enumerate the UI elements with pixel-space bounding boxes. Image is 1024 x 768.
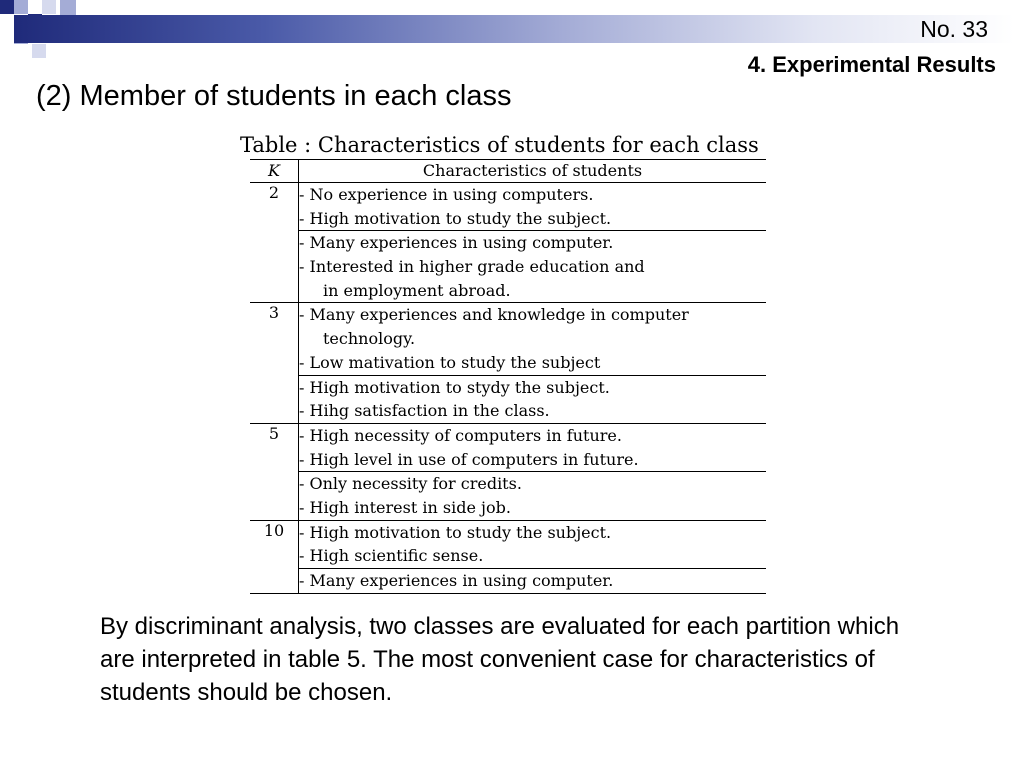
characteristic-line: - High necessity of computers in future. xyxy=(299,425,622,445)
characteristics-cell xyxy=(299,520,767,568)
characteristics-cell xyxy=(299,231,767,303)
characteristic-line: technology. xyxy=(323,329,416,349)
decor-square xyxy=(14,0,28,14)
characteristics-table xyxy=(250,159,766,594)
column-header-k: K xyxy=(250,160,299,183)
characteristic-line: in employment abroad. xyxy=(323,280,511,300)
table-row xyxy=(250,303,766,375)
decor-square xyxy=(60,0,76,16)
characteristic-line: - High motivation to stydy the subject. xyxy=(299,377,610,397)
characteristic-line: - Low mativation to study the subject xyxy=(299,352,601,372)
table-row xyxy=(250,183,766,231)
characteristic-line: - Many experiences in using computer. xyxy=(299,571,614,590)
characteristics-cell xyxy=(299,303,767,375)
characteristics-cell xyxy=(299,472,767,520)
decor-square xyxy=(0,0,14,14)
table-body xyxy=(250,183,766,594)
characteristic-line: - No experience in using computers. xyxy=(299,185,594,204)
table-row xyxy=(250,569,766,594)
k-value-cell: 3 xyxy=(250,303,299,423)
table-caption: Table : Characteristics of students for each class xyxy=(240,133,759,157)
column-header-characteristics: Characteristics of students xyxy=(299,160,767,183)
k-value-cell: 10 xyxy=(250,520,299,593)
body-paragraph: By discriminant analysis, two classes are evaluated for each partition which are interpreted in table 5. The most convenient case for characteristics of students should be chosen. xyxy=(100,613,900,706)
table-row xyxy=(250,472,766,520)
decor-square xyxy=(32,44,46,58)
characteristic-line: - High interest in side job. xyxy=(299,497,511,517)
characteristics-cell xyxy=(299,569,767,594)
characteristic-line: - Many experiences in using computer. xyxy=(299,233,614,253)
characteristic-line: - High level in use of computers in future. xyxy=(299,449,639,469)
table-row xyxy=(250,520,766,568)
table-row xyxy=(250,231,766,303)
header-gradient-bar xyxy=(14,15,1014,43)
characteristics-table-wrap xyxy=(250,159,766,594)
decor-square xyxy=(42,0,56,14)
characteristic-line: - Interested in higher grade education and xyxy=(299,257,645,277)
characteristic-line: - Hihg satisfaction in the class. xyxy=(299,401,550,421)
characteristic-line: - High motivation to study the subject. xyxy=(299,522,612,542)
characteristics-cell xyxy=(299,423,767,471)
characteristic-line: - High scientific sense. xyxy=(299,546,484,566)
characteristics-cell xyxy=(299,183,767,231)
k-value-cell: 2 xyxy=(250,183,299,303)
characteristics-cell xyxy=(299,375,767,423)
table-header-row xyxy=(250,160,766,183)
table-row xyxy=(250,423,766,471)
characteristic-line: - High motivation to study the subject. xyxy=(299,208,612,228)
characteristic-line: - Only necessity for credits. xyxy=(299,474,522,494)
slide-heading: (2) Member of students in each class xyxy=(36,80,512,112)
section-title: 4. Experimental Results xyxy=(747,52,996,77)
k-value-cell: 5 xyxy=(250,423,299,520)
table-row xyxy=(250,375,766,423)
characteristic-line: - Many experiences and knowledge in computer xyxy=(299,305,689,325)
slide-number: No. 33 xyxy=(920,16,988,42)
